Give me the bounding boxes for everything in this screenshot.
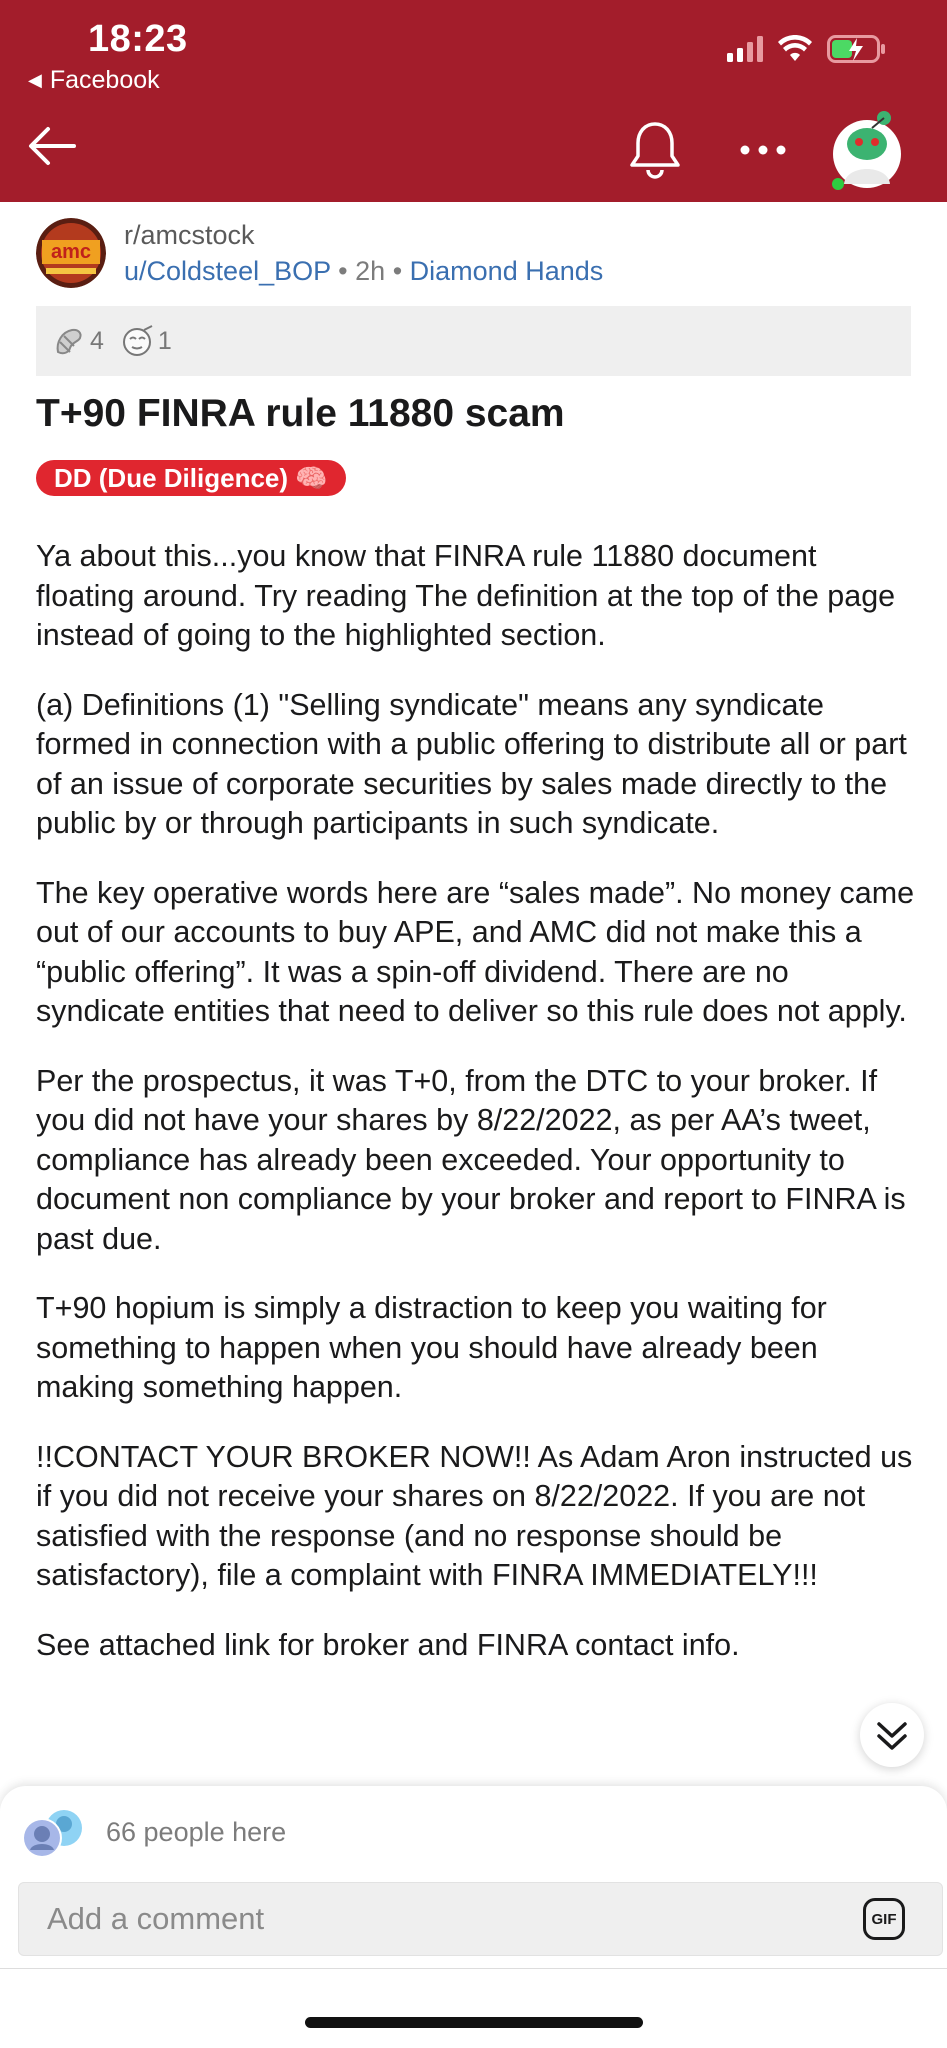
- author-link[interactable]: u/Coldsteel_BOP: [124, 256, 331, 286]
- status-icons: [727, 34, 887, 64]
- subreddit-name[interactable]: r/amcstock: [124, 220, 255, 250]
- post-paragraph: See attached link for broker and FINRA contact info.: [36, 1627, 740, 1662]
- bell-icon[interactable]: [626, 118, 684, 180]
- back-app-label: Facebook: [49, 66, 160, 94]
- back-arrow-icon[interactable]: [24, 118, 80, 174]
- subreddit-icon[interactable]: [36, 218, 106, 288]
- amc-logo-text: amc: [50, 241, 92, 263]
- wifi-icon: [777, 35, 813, 63]
- awards-bar[interactable]: [36, 306, 911, 376]
- post-paragraph: !!CONTACT YOUR BROKER NOW!! As Adam Aron instructed us if you did not receive your shares on 8/22/2022. If you are not satisfied with the response (and no response should be satisfactory), file a complaint with FINRA IMMEDIATELY!!!: [36, 1439, 913, 1592]
- post-paragraph: The key operative words here are “sales made”. No money came out of our accounts to buy APE, and AMC did not make this a “public offering”. It was a spin-off dividend. There are no syndicate entities that need to deliver so this rule does not apply.: [36, 875, 915, 1028]
- signal-icon: [727, 36, 763, 62]
- award-item[interactable]: [50, 324, 104, 358]
- people-here-count: 66 people here: [106, 1817, 287, 1847]
- app-header: [0, 0, 947, 202]
- post-meta: [124, 256, 603, 287]
- gif-button[interactable]: GIF: [863, 1898, 905, 1940]
- status-time: 18:23: [88, 18, 188, 60]
- scroll-down-button[interactable]: [860, 1703, 924, 1767]
- meta-separator: •: [338, 256, 348, 286]
- post-paragraph: Per the prospectus, it was T+0, from the DTC to your broker. If you did not have your shares by 8/22/2022, as per AA’s tweet, compliance has already been exceeded. Your opportunity to document non compliance by your broker and report to FINRA is past due.: [36, 1063, 906, 1256]
- silver-award-icon: [50, 324, 88, 358]
- post-body: [36, 537, 916, 1695]
- divider: [0, 1968, 947, 1969]
- profile-avatar-icon[interactable]: [832, 108, 902, 190]
- helpful-award-icon: [120, 324, 156, 358]
- comment-input[interactable]: Add a comment: [18, 1882, 943, 1956]
- post-title: T+90 FINRA rule 11880 scam: [36, 392, 565, 435]
- post-paragraph: T+90 hopium is simply a distraction to keep you waiting for something to happen when you should have already been making something happen.: [36, 1291, 827, 1404]
- post-paragraph: Ya about this...you know that FINRA rule 11880 document floating around. Try reading The definition at the top of the page instead of going to the highlighted section.: [36, 539, 896, 652]
- battery-icon: [827, 34, 887, 64]
- post-age: 2h: [355, 256, 386, 286]
- post-paragraph: (a) Definitions (1) "Selling syndicate" means any syndicate formed in connection with a public offering to distribute all or part of an issue of corporate securities by sales made directly to the public by or through participants in such syndicate.: [36, 687, 907, 840]
- more-icon[interactable]: [738, 136, 788, 164]
- award-count: 4: [90, 326, 104, 355]
- award-count: 1: [157, 326, 172, 355]
- back-triangle-icon: ◀: [28, 70, 42, 90]
- back-to-app-link[interactable]: [28, 66, 160, 95]
- people-avatars-icon: [18, 1806, 88, 1860]
- post-flair[interactable]: DD (Due Diligence) 🧠: [36, 460, 346, 496]
- meta-separator: •: [392, 256, 403, 286]
- amc-logo-icon: [36, 218, 106, 288]
- user-flair[interactable]: Diamond Hands: [409, 256, 604, 286]
- home-indicator[interactable]: [305, 2017, 643, 2028]
- double-chevron-down-icon: [873, 1716, 911, 1754]
- award-item[interactable]: [120, 324, 172, 358]
